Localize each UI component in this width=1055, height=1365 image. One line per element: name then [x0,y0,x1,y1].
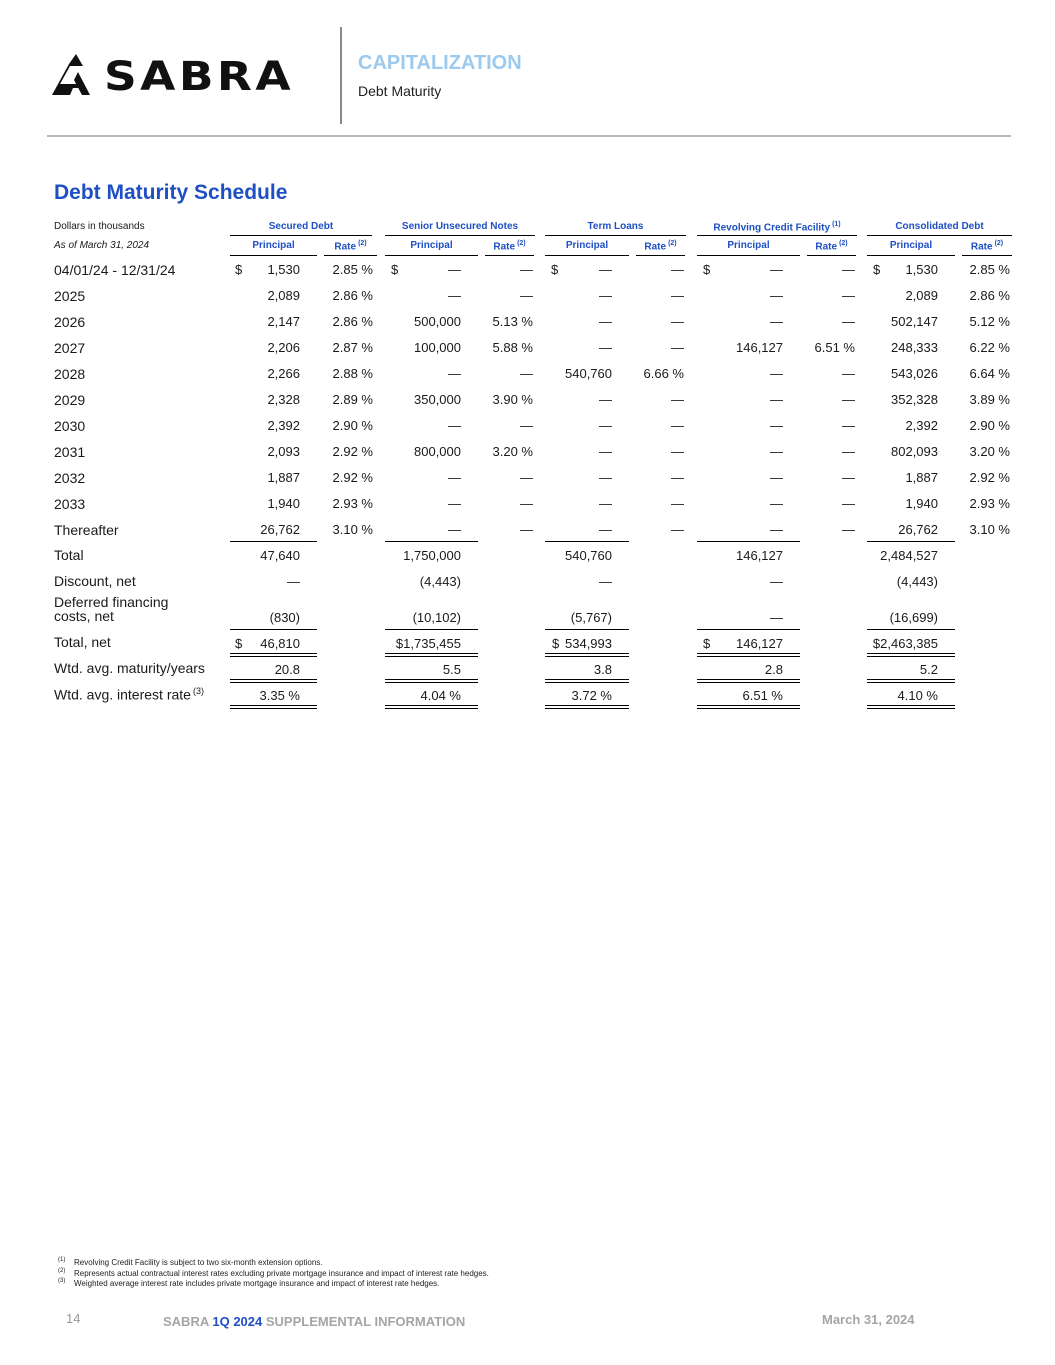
rate-cell: 2.89 % [332,392,373,407]
row-label: 2026 [54,314,86,330]
principal-cell: 2,147 [267,314,300,329]
rate-cell: 2.92 % [332,444,373,459]
principal-header-rule [545,255,629,256]
rate-cell: — [842,288,855,303]
rate-header: Rate $^{(2)}$ [334,240,367,253]
summary-cell: 3.72 % [571,688,612,703]
rate-cell: 5.13 % [492,314,533,329]
rate-rule [697,705,800,709]
currency-symbol: $ [873,262,881,277]
principal-cell: — [770,366,783,381]
net-rule [697,629,800,630]
rate-cell: 2.92 % [969,470,1010,485]
net-rule [230,629,317,630]
rate-cell: — [520,470,533,485]
principal-cell: 2,392 [905,418,938,433]
principal-cell: — [448,288,461,303]
page-heading: Debt Maturity Schedule [54,181,288,204]
summary-cell: 540,760 [565,548,612,563]
principal-cell: 2,266 [267,366,300,381]
subtotal-rule [230,541,317,542]
rate-cell: — [842,470,855,485]
rate-cell: — [671,340,684,355]
rate-cell: 3.10 % [969,522,1010,537]
rate-cell: 6.51 % [814,340,855,355]
summary-cell: 1,750,000 [403,548,461,563]
row-label: 2030 [54,418,86,434]
summary-cell: 6.51 % [742,688,783,703]
rate-cell: — [842,418,855,433]
rate-cell: — [520,366,533,381]
rate-cell: 2.86 % [969,288,1010,303]
row-label: 2027 [54,340,86,356]
subtotal-rule [867,541,955,542]
rate-cell: 3.89 % [969,392,1010,407]
principal-cell: 2,328 [267,392,300,407]
currency-symbol: $ [391,262,399,277]
subtotal-rule [545,541,629,542]
rate-cell: 3.20 % [492,444,533,459]
group-header-1: Senior Unsecured Notes [401,221,519,232]
rate-cell: — [671,444,684,459]
rate-cell: — [671,262,684,277]
principal-cell: — [599,392,612,407]
summary-cell: 2.8 [764,662,783,677]
summary-cell: — [770,610,783,625]
rate-cell: — [520,522,533,537]
principal-cell: — [770,522,783,537]
rate-cell: — [842,262,855,277]
rate-cell: 2.87 % [332,340,373,355]
maturity-rule [545,679,629,683]
rate-header: Rate $^{(2)}$ [644,240,677,253]
footnotes [58,1258,489,1290]
principal-cell: — [770,262,783,277]
rate-header-rule [324,255,377,256]
group-header-0: Secured Debt [268,221,334,232]
rate-cell: — [842,496,855,511]
subtotal-rule [385,541,478,542]
principal-cell: 2,093 [267,444,300,459]
summary-cell: (16,699) [889,610,938,625]
principal-cell: 2,392 [267,418,300,433]
page-number: 14 [66,1311,81,1326]
net-rule [385,629,478,630]
principal-cell: 2,206 [267,340,300,355]
row-label: Wtd. avg. maturity/years [54,660,205,676]
summary-cell: 3.8 [593,662,612,677]
rate-cell: — [671,496,684,511]
rate-rule [385,705,478,709]
rate-cell: — [842,314,855,329]
summary-cell: 47,640 [260,548,300,563]
as-of-label: As of March 31, 2024 [54,240,150,251]
principal-header: Principal [410,240,453,251]
row-label: 2033 [54,496,86,512]
rate-cell: — [520,496,533,511]
principal-cell: — [770,496,783,511]
rate-cell: 2.93 % [969,496,1010,511]
principal-cell: — [599,262,612,277]
principal-cell: 26,762 [898,522,938,537]
summary-cell: 2,484,527 [880,548,938,563]
rate-cell: — [520,288,533,303]
row-label: 04/01/24 - 12/31/24 [54,262,176,278]
rate-header-rule [485,255,534,256]
rate-cell: 2.92 % [332,470,373,485]
principal-cell: 1,887 [267,470,300,485]
principal-cell: 350,000 [414,392,461,407]
footnote-1: (1) Revolving Credit Facility is subject to two six-month extension options. [58,1257,323,1267]
total-net-rule [697,653,800,657]
rate-cell: 2.88 % [332,366,373,381]
principal-cell: 1,940 [905,496,938,511]
principal-cell: — [770,418,783,433]
rate-rule [545,705,629,709]
total-net-rule [867,653,955,657]
rate-cell: 3.90 % [492,392,533,407]
currency-symbol: $ [703,636,711,651]
currency-symbol: $ [552,636,560,651]
rate-header: Rate $^{(2)}$ [493,240,526,253]
rate-cell: 3.20 % [969,444,1010,459]
rate-cell: — [842,366,855,381]
summary-cell: — [770,574,783,589]
maturity-rule [697,679,800,683]
group-underline [697,235,857,236]
summary-cell: 20.8 [274,662,300,677]
principal-cell: — [599,444,612,459]
principal-cell: — [770,470,783,485]
maturity-rule [230,679,317,683]
rate-cell: — [671,314,684,329]
group-underline [385,235,535,236]
principal-cell: — [770,392,783,407]
footnote-2: (2) Represents actual contractual interest rates excluding private mortgage insurance and impact of interest rate hedges. [58,1267,489,1278]
rate-header-rule [962,255,1012,256]
group-underline [867,235,1012,236]
currency-symbol: $ [235,636,243,651]
row-label: 2028 [54,366,86,382]
rate-header-rule [636,255,685,256]
principal-cell: 540,760 [565,366,612,381]
summary-cell: (4,443) [896,574,938,589]
row-label: 2029 [54,392,86,408]
principal-cell: 1,530 [267,262,300,277]
total-net-rule [385,653,478,657]
rate-cell: 2.90 % [969,418,1010,433]
rate-cell: — [520,418,533,433]
rate-rule [230,705,317,709]
group-header-3: Revolving Credit Facility $^{(1)}$ [713,221,841,234]
rate-cell: 6.64 % [969,366,1010,381]
group-underline [545,235,686,236]
rate-cell: 2.86 % [332,314,373,329]
section-title: CAPITALIZATION [358,52,522,74]
rate-cell: — [842,392,855,407]
rate-cell: 6.22 % [969,340,1010,355]
principal-header: Principal [252,240,295,251]
principal-cell: — [599,522,612,537]
principal-cell: — [448,262,461,277]
principal-cell: 352,328 [891,392,938,407]
principal-cell: — [599,340,612,355]
group-header-4: Consolidated Debt [895,221,984,232]
principal-cell: 1,940 [267,496,300,511]
summary-cell: $1,735,455 [395,636,461,651]
summary-cell: 3.35 % [259,688,300,703]
row-label: 2025 [54,288,86,304]
principal-cell: 802,093 [891,444,938,459]
principal-cell: 26,762 [260,522,300,537]
maturity-rule [385,679,478,683]
rate-cell: — [842,444,855,459]
summary-cell: — [599,574,612,589]
rate-cell: — [671,522,684,537]
subtotal-rule [697,541,800,542]
rate-header-rule [807,255,856,256]
summary-cell: 4.10 % [897,688,938,703]
summary-cell: 4.04 % [420,688,461,703]
principal-header: Principal [565,240,609,251]
total-net-rule [545,653,629,657]
rate-rule [867,705,955,709]
principal-cell: — [599,470,612,485]
principal-cell: — [770,444,783,459]
group-underline [230,235,372,236]
rate-cell: — [671,288,684,303]
rate-cell: 6.66 % [643,366,684,381]
summary-cell: 46,810 [260,636,300,651]
principal-cell: — [599,314,612,329]
principal-cell: — [448,522,461,537]
rate-header: Rate $^{(2)}$ [815,240,848,253]
principal-header: Principal [727,240,770,251]
principal-cell: 2,089 [267,288,300,303]
principal-cell: 1,530 [905,262,938,277]
rate-cell: — [671,470,684,485]
principal-header: Principal [889,240,933,251]
group-header-2: Term Loans [587,221,644,232]
principal-header-rule [230,255,317,256]
currency-symbol: $ [235,262,243,277]
rate-cell: 5.12 % [969,314,1010,329]
principal-cell: — [770,314,783,329]
summary-cell: (10,102) [412,610,461,625]
principal-cell: — [448,470,461,485]
row-label: Discount, net [54,573,136,589]
maturity-rule [867,679,955,683]
summary-cell: 5.5 [442,662,461,677]
svg-text:SABRA: SABRA [104,54,294,100]
section-subtitle: Debt Maturity [358,83,442,99]
principal-header-rule [385,255,478,256]
total-net-rule [230,653,317,657]
rate-cell: 2.93 % [332,496,373,511]
principal-cell: 500,000 [414,314,461,329]
principal-cell: 502,147 [891,314,938,329]
principal-cell: — [448,366,461,381]
summary-cell: 146,127 [736,636,783,651]
principal-cell: 2,089 [905,288,938,303]
summary-cell: (4,443) [419,574,461,589]
principal-cell: 100,000 [414,340,461,355]
currency-symbol: $ [551,262,559,277]
principal-cell: — [599,496,612,511]
principal-header-rule [867,255,955,256]
row-label: Deferred financing costs, net [54,594,169,624]
summary-cell: 534,993 [565,636,612,651]
footer-title: SABRA 1Q 2024 SUPPLEMENTAL INFORMATION [163,1314,466,1329]
summary-cell: (830) [269,610,300,625]
net-rule [545,629,629,630]
net-rule [867,629,955,630]
principal-cell: 1,887 [905,470,938,485]
summary-cell: (5,767) [570,610,612,625]
row-label: Thereafter [54,522,119,538]
summary-cell: 5.2 [919,662,938,677]
row-label: Total [54,547,84,563]
rate-cell: 2.86 % [332,288,373,303]
rate-cell: — [520,262,533,277]
summary-cell: 146,127 [736,548,783,563]
summary-cell: — [287,574,300,589]
footnote-3: (3) Weighted average interest rate includes private mortgage insurance and impact of interest rate hedges. [58,1278,440,1288]
rate-header: Rate $^{(2)}$ [970,240,1004,253]
row-label: Wtd. avg. interest rate $^{(3)}$ [54,686,204,703]
rate-cell: — [842,522,855,537]
principal-cell: 800,000 [414,444,461,459]
rate-cell: — [671,392,684,407]
principal-cell: — [448,418,461,433]
row-label: 2031 [54,444,86,460]
row-label: Total, net [54,634,111,650]
rate-cell: 2.90 % [332,418,373,433]
rate-cell: 2.85 % [332,262,373,277]
rate-cell: 2.85 % [969,262,1010,277]
rate-cell: 5.88 % [492,340,533,355]
principal-cell: 146,127 [736,340,783,355]
principal-cell: — [448,496,461,511]
principal-cell: 543,026 [891,366,938,381]
principal-cell: 248,333 [891,340,938,355]
row-label: 2032 [54,470,86,486]
currency-symbol: $ [703,262,711,277]
rate-cell: 3.10 % [332,522,373,537]
principal-cell: — [599,418,612,433]
footer-date: March 31, 2024 [822,1312,915,1327]
units-label: Dollars in thousands [54,221,145,232]
rate-cell: — [671,418,684,433]
summary-cell: $2,463,385 [872,636,938,651]
principal-header-rule [697,255,800,256]
principal-cell: — [599,288,612,303]
principal-cell: — [770,288,783,303]
